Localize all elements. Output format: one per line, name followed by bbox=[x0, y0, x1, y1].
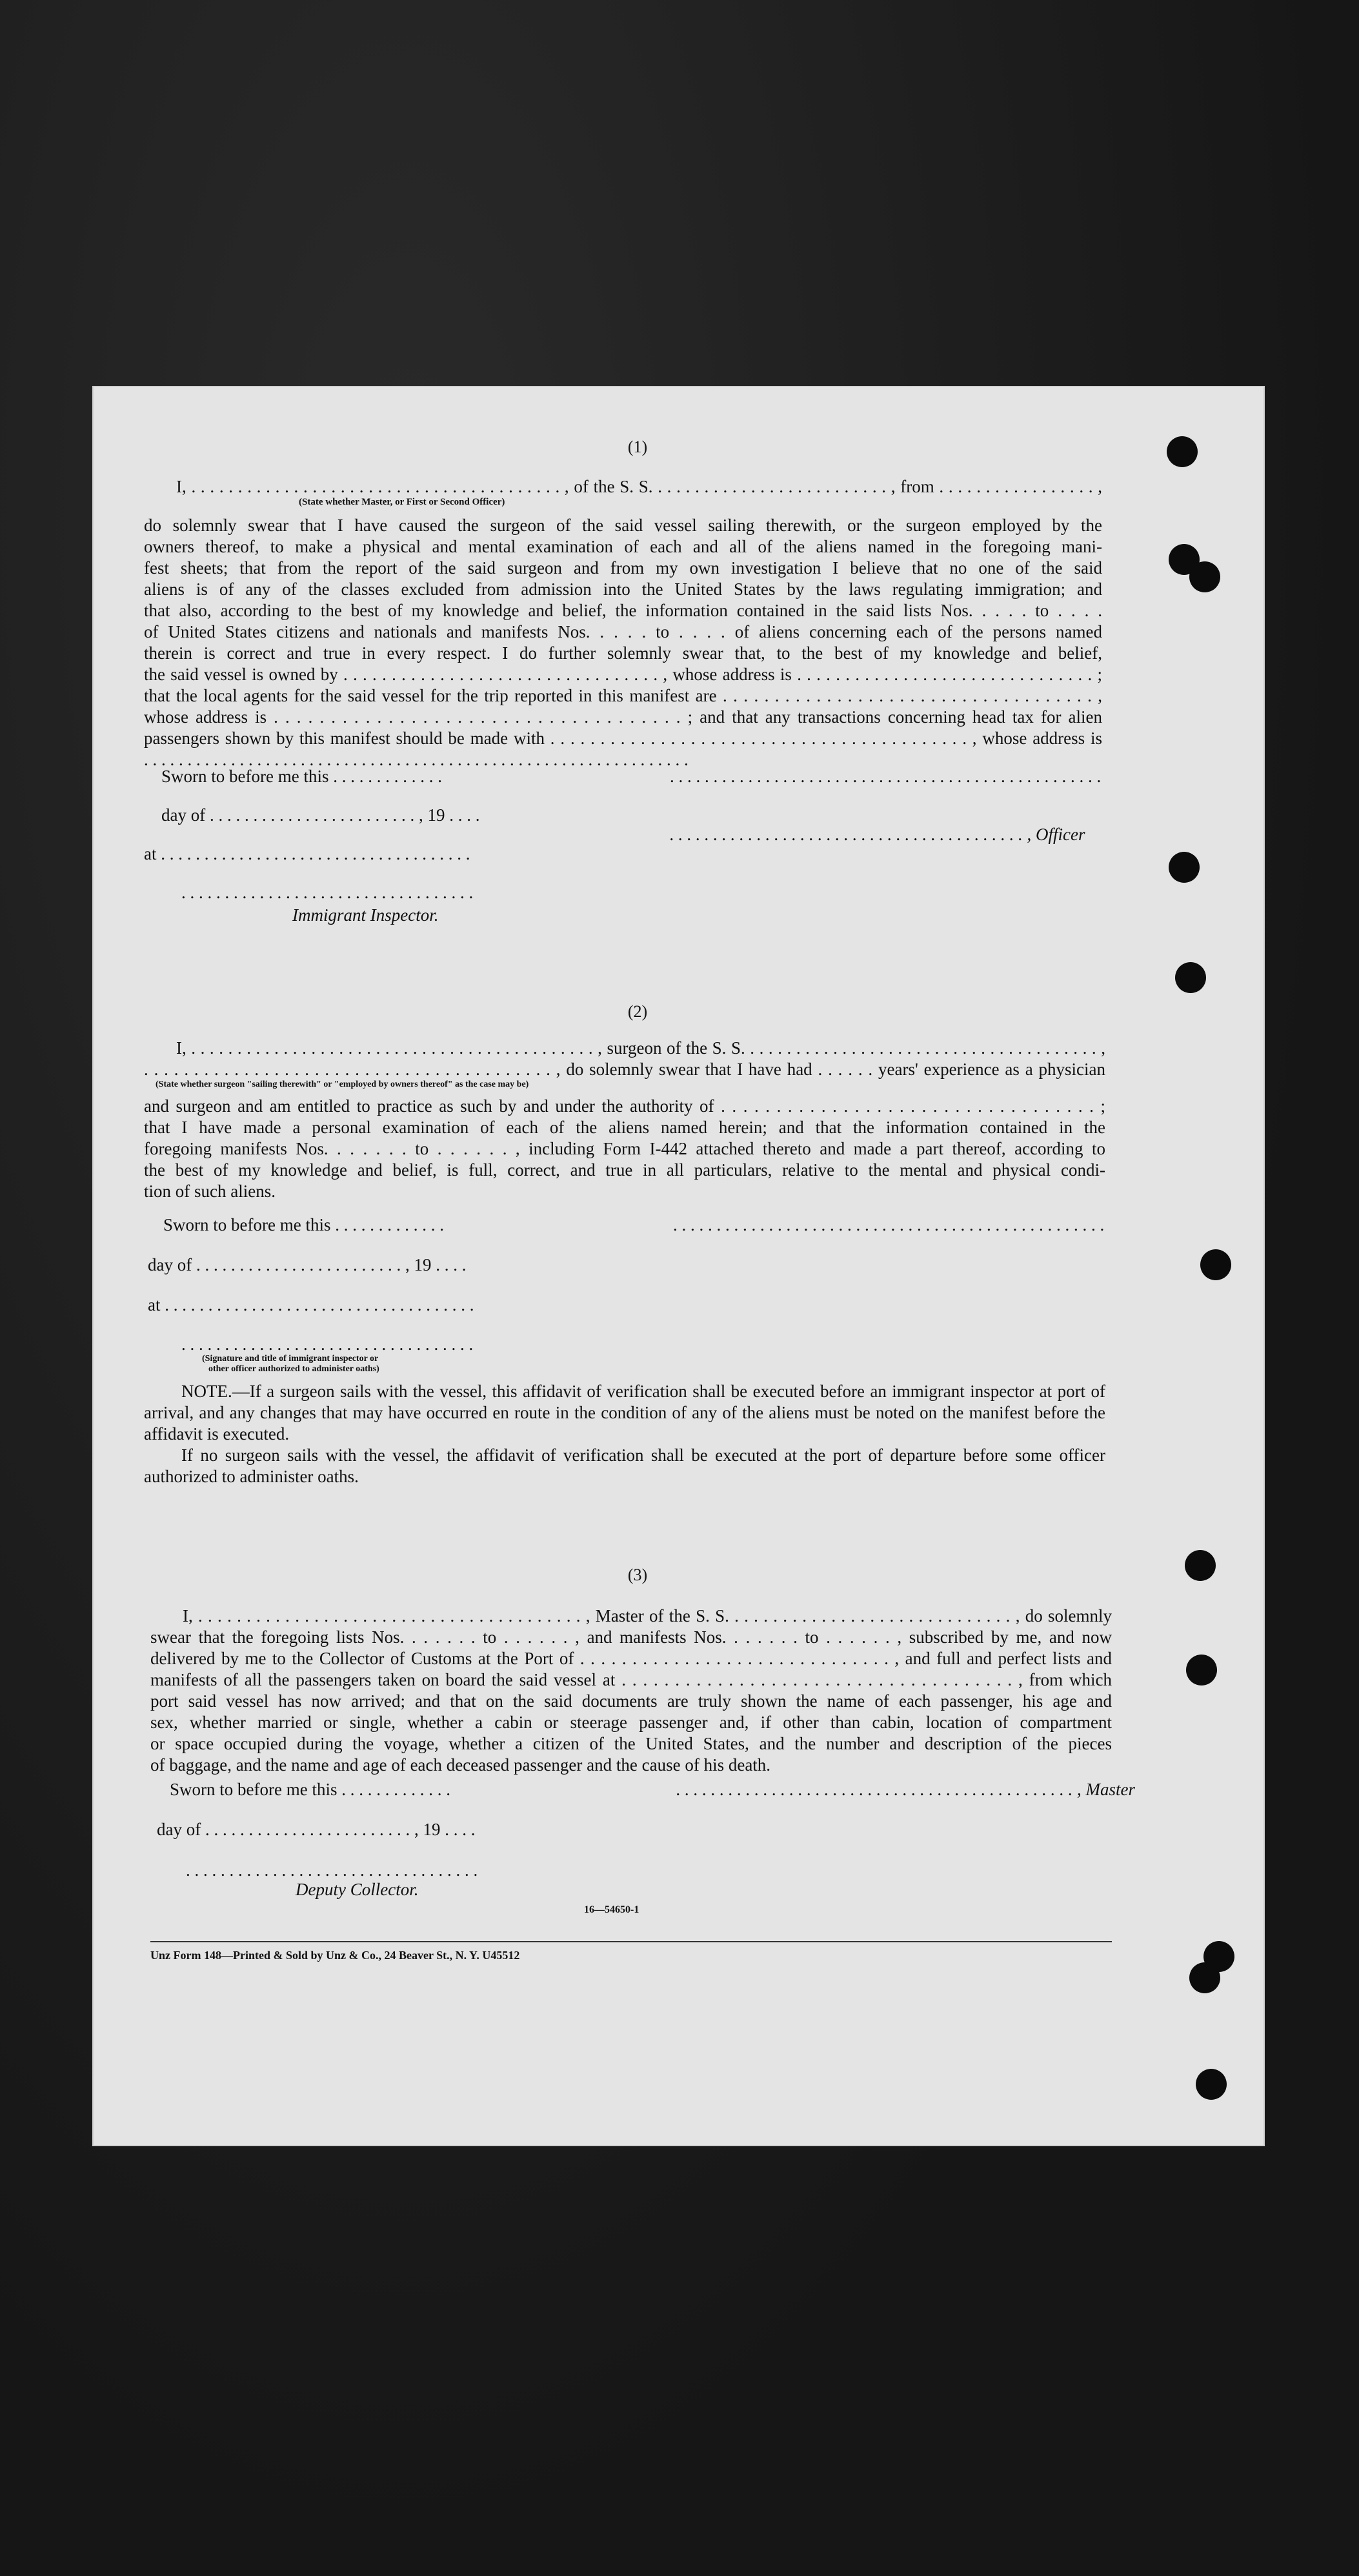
body-line: the said vessel is owned by . . . . . . . . . . . . . . . . . . . . . . . . . . . . . . . . . , whose address is . . . . . . . . . . . . . . . . . . . . . . . . . . . . . . . ; bbox=[144, 665, 1102, 684]
experience-line: . . . . . . . . . . . . . . . . . . . . . . . . . . . . . . . . . . . . . . . . . , do solemnly swear that I have had . . . . . . years' experience as a physician bbox=[144, 1060, 1105, 1079]
section-number: (1) bbox=[627, 438, 648, 456]
collector-label: Deputy Collector. bbox=[296, 1880, 419, 1899]
manifest-affidavit-page bbox=[92, 386, 1265, 2146]
officer-line: . . . . . . . . . . . . . . . . . . . . . . . . . . . . . . . . . . . . . . . . . , Officer bbox=[670, 825, 1085, 844]
inspector-label: Immigrant Inspector. bbox=[292, 905, 439, 925]
body-line: and surgeon and am entitled to practice as such by and under the authority of . . . . . . . . . . . . . . . . . . . . . . . . . . . . . . . . . . ; bbox=[144, 1096, 1105, 1116]
sworn-signature-line: . . . . . . . . . . . . . . . . . . . . . . . . . . . . . . . . . . . . . . . . . . . . . . . . . . bbox=[670, 767, 1102, 786]
at-line: at . . . . . . . . . . . . . . . . . . . . . . . . . . . . . . . . . . . . bbox=[144, 844, 470, 863]
master-line: . . . . . . . . . . . . . . . . . . . . . . . . . . . . . . . . . . . . . . . . . . . . . . , Master bbox=[676, 1780, 1135, 1799]
printer-footer: Unz Form 148—Printed & Sold by Unz & Co., 24 Beaver St., N. Y. U45512 bbox=[150, 1949, 520, 1962]
footer-rule bbox=[150, 1941, 1112, 1942]
declarant-note: (State whether Master, or First or Second Officer) bbox=[299, 497, 505, 507]
body-line: tion of such aliens. bbox=[144, 1182, 276, 1201]
body-line: of United States citizens and nationals and manifests Nos. . . . . to . . . . of aliens concerning each of the persons named bbox=[144, 622, 1102, 641]
body-line: port said vessel has now arrived; and that on the said documents are truly shown the name of each passenger, his age and bbox=[150, 1691, 1112, 1711]
body-line: manifests of all the passengers taken on board the said vessel at . . . . . . . . . . . . . . . . . . . . . . . . . . . . . . . . . . . . . , from which bbox=[150, 1670, 1112, 1689]
surgeon-note: (State whether surgeon "sailing therewith" or "employed by owners thereof" as the case may be) bbox=[156, 1080, 529, 1089]
punch-hole bbox=[1185, 1550, 1216, 1581]
body-line: delivered by me to the Collector of Customs at the Port of . . . . . . . . . . . . . . . . . . . . . . . . . . . . . . , and full and perfect lists and bbox=[150, 1649, 1112, 1668]
body-line: fest sheets; that from the report of the said surgeon and from my own investigation I believe that no one of the said bbox=[144, 558, 1102, 578]
declarant-line: I, . . . . . . . . . . . . . . . . . . . . . . . . . . . . . . . . . . . . . . . . , of the S. S. . . . . . . . . . . . . . . . . . . . . . . . . . , from . . . . . . . . . . . . . . . . . , bbox=[176, 477, 1102, 496]
note-paragraph: NOTE.—If a surgeon sails with the vessel, this affidavit of verification shall be executed before an immigrant inspector at port of arrival, and any changes that may have occurred en route in the condition of any of the aliens must be noted on the manifest before the affidavit is executed. bbox=[144, 1382, 1105, 1444]
body-line: that I have made a personal examination of each of the aliens named herein; and that the information contained in the bbox=[144, 1118, 1105, 1137]
body-line: the best of my knowledge and belief, is full, correct, and true in all particulars, relative to the mental and physical condi- bbox=[144, 1160, 1105, 1180]
body-line: of baggage, and the name and age of each deceased passenger and the cause of his death. bbox=[150, 1755, 771, 1775]
at-line: at . . . . . . . . . . . . . . . . . . . . . . . . . . . . . . . . . . . . bbox=[148, 1295, 474, 1314]
address-trail: . . . . . . . . . . . . . . . . . . . . . . . . . . . . . . . . . . . . . . . . . . . . . . . . . . . . . . . . . . . . . . . bbox=[144, 750, 689, 769]
note-paragraph: If no surgeon sails with the vessel, the affidavit of verification shall be executed at the port of departure before some officer authorized to administer oaths. bbox=[144, 1445, 1105, 1486]
punch-hole bbox=[1196, 2069, 1227, 2100]
punch-hole bbox=[1200, 1249, 1231, 1280]
sworn-line: Sworn to before me this . . . . . . . . . . . . . bbox=[161, 767, 442, 786]
body-line: aliens is of any of the classes excluded from admission into the United States by the laws regulating immigration; and bbox=[144, 579, 1102, 599]
punch-hole bbox=[1186, 1655, 1217, 1685]
collector-signature-line: . . . . . . . . . . . . . . . . . . . . . . . . . . . . . . . . . . bbox=[186, 1860, 478, 1880]
body-line: that the local agents for the said vessel for the trip reported in this manifest are . . . . . . . . . . . . . . . . . . . . . . . . . . . . . . . . . . . . , bbox=[144, 686, 1102, 705]
section-2-body bbox=[144, 1096, 1105, 1202]
body-line: or space occupied during the voyage, whether a citizen of the United States, and the number and description of the pieces bbox=[150, 1734, 1112, 1753]
sworn-line: Sworn to before me this . . . . . . . . . . . . . bbox=[170, 1780, 450, 1799]
sworn-signature-line: . . . . . . . . . . . . . . . . . . . . . . . . . . . . . . . . . . . . . . . . . . . . . . . . . . bbox=[673, 1215, 1105, 1234]
body-line: swear that the foregoing lists Nos. . . . . . . to . . . . . . , and manifests Nos. . . . . . . to . . . . . . , subscribed by me, and now bbox=[150, 1627, 1112, 1647]
inspector-signature-line: . . . . . . . . . . . . . . . . . . . . . . . . . . . . . . . . . . bbox=[181, 883, 474, 902]
body-line: sex, whether married or single, whether a cabin or steerage passenger and, if other than cabin, location of compartment bbox=[150, 1713, 1112, 1732]
section-number: (3) bbox=[627, 1565, 648, 1584]
section-3-body bbox=[150, 1605, 1112, 1776]
sworn-line: Sworn to before me this . . . . . . . . . . . . . bbox=[163, 1215, 444, 1234]
body-line: I, . . . . . . . . . . . . . . . . . . . . . . . . . . . . . . . . . . . . . . . . , Master of the S. S. . . . . . . . . . . . . . . . . . . . . . . . . . . . . . , do solemnly bbox=[183, 1606, 1112, 1625]
punch-hole bbox=[1169, 852, 1200, 883]
section-number: (2) bbox=[627, 1002, 648, 1021]
body-line: passengers shown by this manifest should be made with . . . . . . . . . . . . . . . . . . . . . . . . . . . . . . . . . . . . . . . . . . , whose address is bbox=[144, 729, 1102, 748]
body-line: do solemnly swear that I have caused the surgeon of the said vessel sailing therewith, or the surgeon employed by the bbox=[144, 516, 1102, 535]
body-line: whose address is . . . . . . . . . . . . . . . . . . . . . . . . . . . . . . . . . . . . ; and that any transactions concerning head tax for alien bbox=[144, 707, 1102, 727]
body-line: that also, according to the best of my knowledge and belief, the information contained in the said lists Nos. . . . . to . . . . bbox=[144, 601, 1102, 620]
note-block bbox=[144, 1381, 1105, 1487]
body-line: foregoing manifests Nos. . . . . . . to . . . . . . , including Form I-442 attached thereto and made a part thereof, according to bbox=[144, 1139, 1105, 1158]
oath-officer-label: other officer authorized to administer oaths) bbox=[208, 1364, 379, 1374]
punch-hole bbox=[1189, 561, 1220, 592]
oath-officer-label: (Signature and title of immigrant inspector or bbox=[202, 1354, 379, 1363]
punch-hole bbox=[1175, 962, 1206, 993]
punch-hole bbox=[1189, 1962, 1220, 1993]
body-line: therein is correct and true in every respect. I do further solemnly swear that, to the best of my knowledge and belief, bbox=[144, 643, 1102, 663]
surgeon-line: I, . . . . . . . . . . . . . . . . . . . . . . . . . . . . . . . . . . . . . . . . . . . . , surgeon of the S. S. . . . . . . . . . . . . . . . . . . . . . . . . . . . . . . . . . . . . . . , bbox=[176, 1038, 1105, 1058]
punch-hole bbox=[1167, 436, 1198, 467]
form-number: 16—54650-1 bbox=[584, 1904, 639, 1915]
day-line: day of . . . . . . . . . . . . . . . . . . . . . . . . , 19 . . . . bbox=[148, 1255, 467, 1274]
oath-officer-signature-line: . . . . . . . . . . . . . . . . . . . . . . . . . . . . . . . . . . bbox=[181, 1334, 474, 1354]
body-line: owners thereof, to make a physical and mental examination of each and all of the aliens named in the foregoing mani- bbox=[144, 537, 1102, 556]
section-1-body bbox=[144, 515, 1102, 770]
day-line: day of . . . . . . . . . . . . . . . . . . . . . . . . , 19 . . . . bbox=[161, 805, 480, 825]
day-line: day of . . . . . . . . . . . . . . . . . . . . . . . . , 19 . . . . bbox=[157, 1820, 476, 1839]
